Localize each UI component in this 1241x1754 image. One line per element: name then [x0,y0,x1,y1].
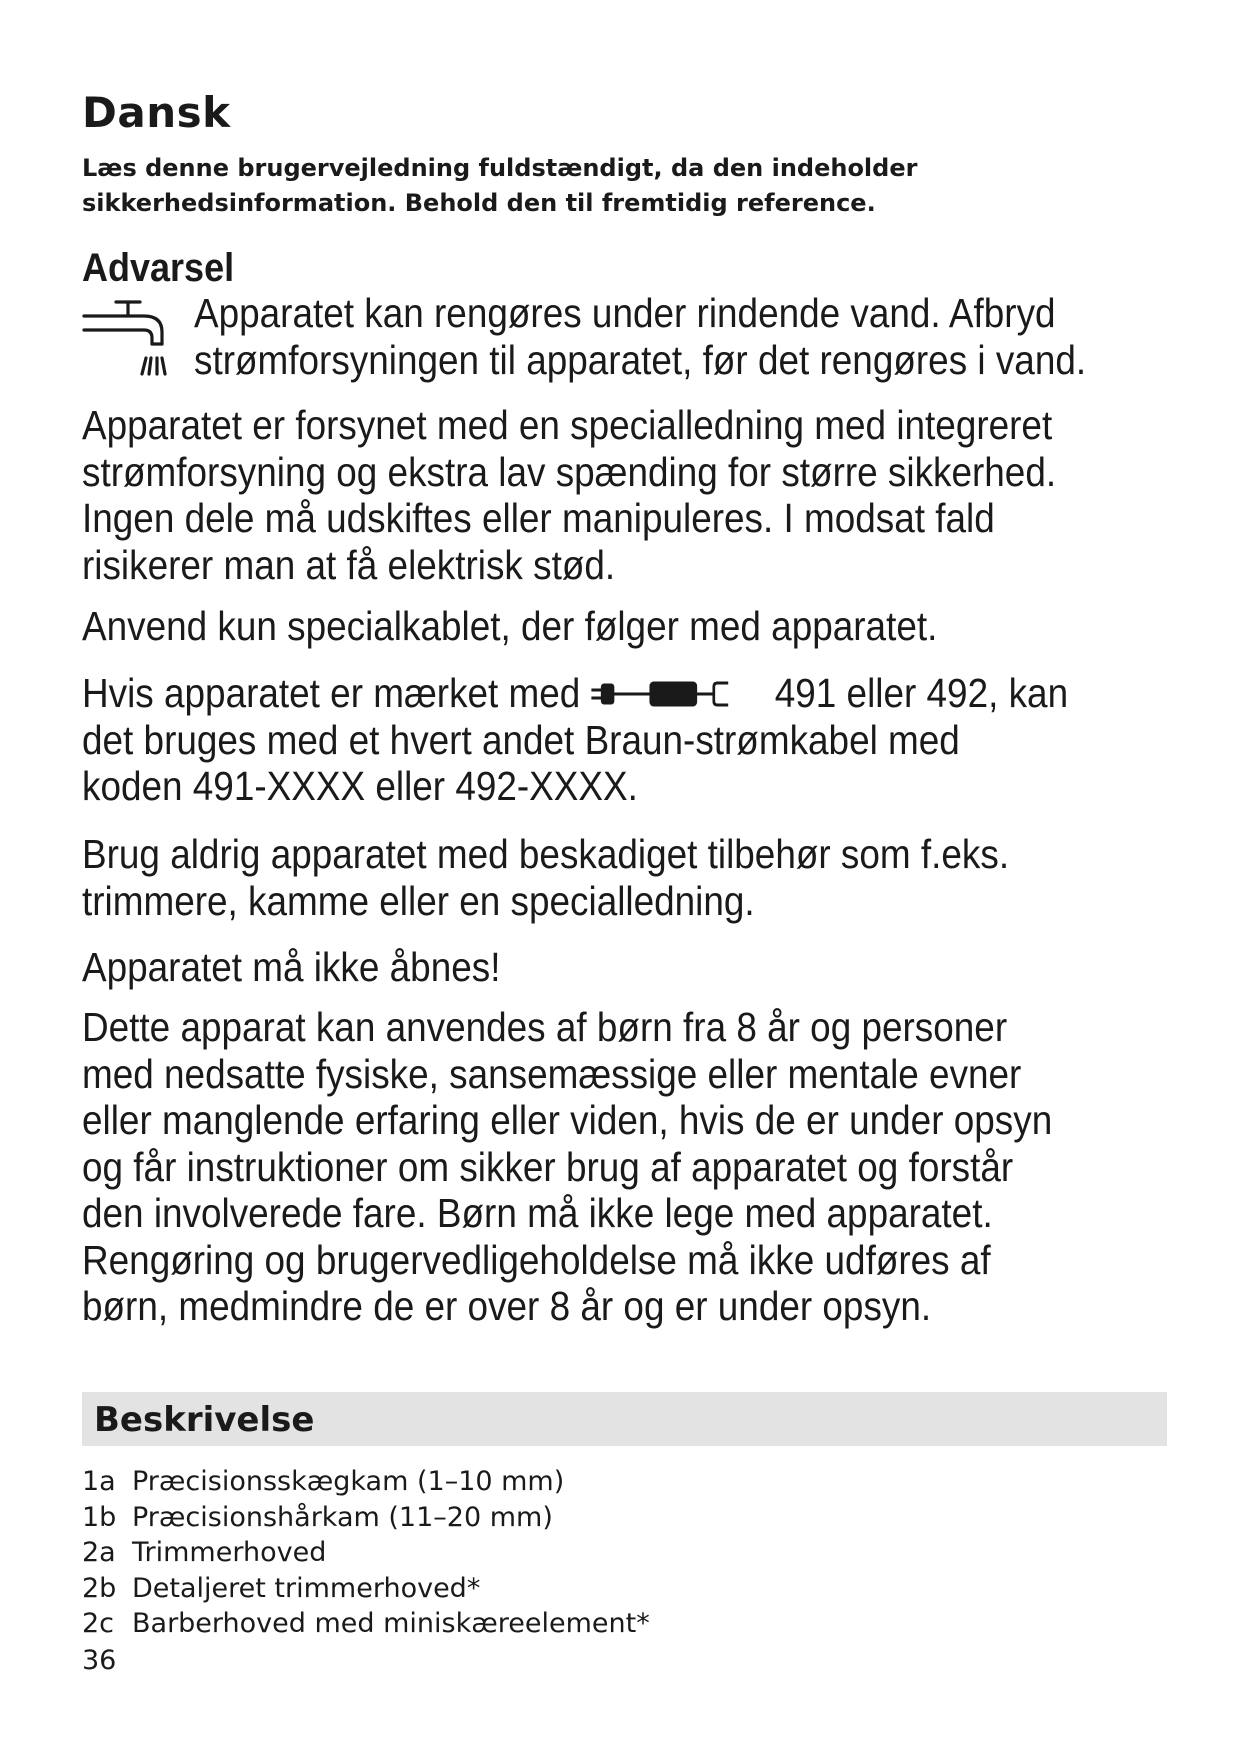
part-number: 2b [82,1572,117,1604]
paragraph-line: med nedsatte fysiske, sansemæssige eller mentale evner [82,1050,1022,1097]
paragraph-line: den involverede fare. Børn må ikke lege med apparatet. [82,1190,993,1236]
paragraph-line: Apparatet er forsynet med en specialledning med integreret [82,402,1053,448]
paragraph-line: Brug aldrig apparatet med beskadiget tilbehør som f.eks. [82,831,1010,877]
paragraph-line: Rengøring og brugervedligeholdelse må ikke udføres af [82,1236,991,1283]
paragraph-line: det bruges med et hvert andet Braun-strømkabel med [82,716,960,763]
paragraph-line: Hvis apparatet er mærket med [82,670,581,716]
paragraph-marked-with [82,670,1178,810]
list-item [82,1571,650,1607]
part-number: 2a [82,1537,116,1568]
part-label: Præcisionsskægkam (1–10 mm) [132,1466,565,1497]
paragraph-use-cable [82,603,1032,650]
tap-warning-text [194,290,1185,383]
list-item [82,1464,650,1500]
paragraph-do-not-open [82,944,547,991]
part-label: Trimmerhoved [132,1537,327,1568]
paragraph-damaged-accessories [82,831,1112,924]
list-item [82,1500,650,1536]
warning-heading: Advarsel [82,246,235,290]
part-label: Præcisionshårkam (11–20 mm) [132,1501,553,1533]
intro-text [82,151,1162,221]
paragraph-special-cord [82,402,1164,588]
list-item [82,1606,650,1642]
tap-warning-line-1: Apparatet kan rengøres under rindende vand. Afbryd [194,290,1056,336]
paragraph-line: og får instruktioner om sikker brug af apparatet og forstår [82,1143,1014,1190]
parts-list [82,1464,650,1642]
part-label: Barberhoved med miniskæreelement* [132,1608,650,1639]
language-heading: Dansk [82,88,231,137]
tap-warning-line-2: strømforsyningen til apparatet, før det rengøres i vand. [194,336,1087,383]
part-number: 1b [82,1501,117,1533]
paragraph-line: 491 eller 492, kan [774,670,1069,716]
list-item [82,1535,650,1571]
paragraph-line: trimmere, kamme eller en specialledning. [82,877,755,924]
running-water-tap-icon [82,298,170,378]
paragraph-line: strømforsyning og ekstra lav spænding for større sikkerhed. [82,448,1057,495]
paragraph-line: Anvend kun specialkablet, der følger med apparatet. [82,603,938,649]
power-cord-symbol-icon [589,679,769,709]
paragraph-line: risikerer man at få elektrisk stød. [82,541,616,588]
paragraph-line: eller manglende erfaring eller viden, hvis de er under opsyn [82,1097,1053,1143]
page-number: 36 [82,1645,117,1676]
intro-line-1: Læs denne brugervejledning fuldstændigt, da den indeholder [82,154,918,182]
description-section-bar [82,1392,1167,1446]
paragraph-line: Ingen dele må udskiftes eller manipuleres. I modsat fald [82,495,995,541]
part-number: 1a [82,1466,116,1497]
description-heading: Beskrivelse [94,1400,315,1440]
paragraph-line: Apparatet må ikke åbnes! [82,944,501,990]
paragraph-line: børn, medmindre de er over 8 år og er under opsyn. [82,1283,932,1329]
part-number: 2c [82,1608,115,1639]
paragraph-children-use [82,1004,1160,1330]
paragraph-line: Dette apparat kan anvendes af børn fra 8 år og personer [82,1004,1008,1050]
part-label: Detaljeret trimmerhoved* [132,1572,481,1604]
paragraph-line: koden 491-XXXX eller 492-XXXX. [82,763,638,809]
intro-line-2: sikkerhedsinformation. Behold den til fremtidig reference. [82,189,876,217]
